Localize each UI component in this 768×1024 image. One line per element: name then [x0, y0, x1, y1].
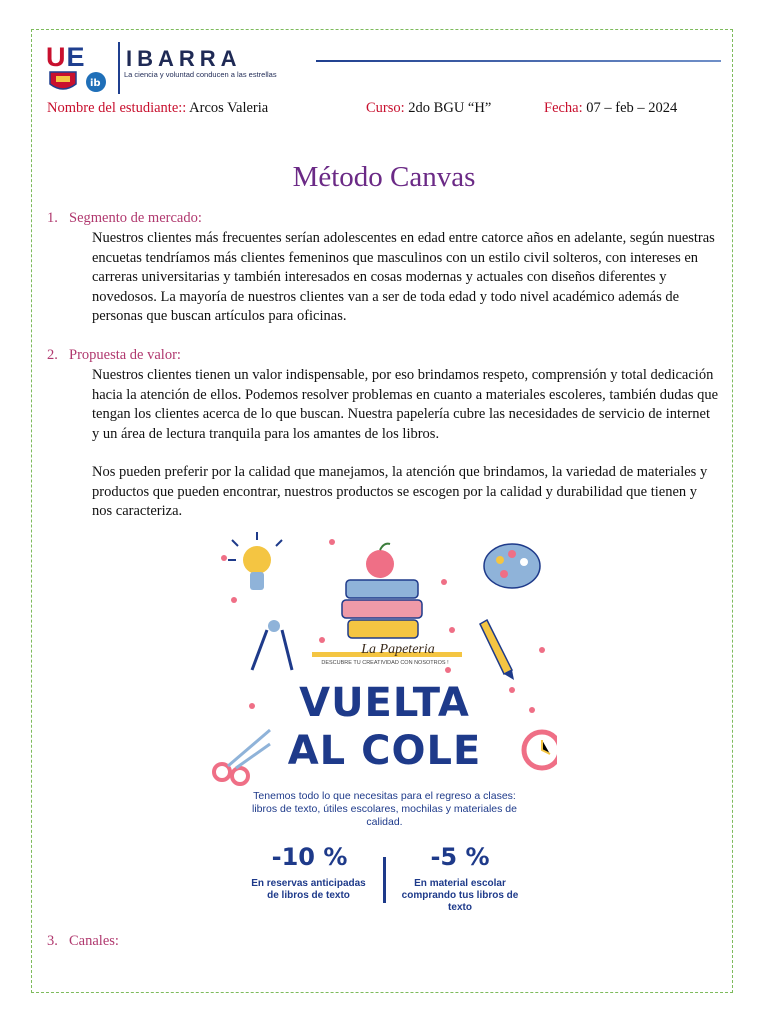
- section-2-paragraph-1: Nuestros clientes tienen un valor indispensable, por eso brindamos respeto, comprensión y total dedicación hacia la atención de ellos. Podemos resolver problemas en cuanto a materiales escoleres, también dudas que tengan los clientes acerca de lo que buscan. Nuestra papelería cubre las necesidades de servicio de internet y un área de lectura tranquila para los amantes de los libros.: [92, 367, 719, 442]
- section-1-paragraph: Nuestros clientes más frecuentes serían adolescentes en edad entre catorce años en adelante, según nuestras encuetas tendríamos más clientes femeninos que masculinos con un estilo civil solteros, con intereses en carreras universitarias y también interesados en cosas modernas y actuales con diseños diferentes y novedosos. La mayoría de nuestros clientes van a ser de toda edad y todo nivel académico además de personas que buscan artículos para oficinas.: [92, 230, 715, 324]
- course-value: 2do BGU “H”: [408, 100, 492, 116]
- paint-palette-icon: [484, 544, 540, 588]
- discount-2-value: -5 %: [430, 843, 490, 871]
- discount-1-value: -10 %: [271, 843, 348, 871]
- date-label: Fecha:: [544, 100, 583, 116]
- student-name-label: Nombre del estudiante::: [47, 100, 187, 116]
- poster-slogan: DESCUBRE TU CREATIVIDAD CON NOSOTROS !: [321, 660, 449, 666]
- page-title: Método Canvas: [292, 161, 476, 193]
- school-logo-ue: UE: [46, 42, 86, 72]
- section-heading-3: 3. Canales:: [47, 933, 119, 949]
- header-rule: [316, 60, 721, 62]
- course-row: [366, 100, 491, 117]
- svg-text:ib: ib: [90, 78, 101, 89]
- compass-icon: [252, 620, 292, 670]
- section-2-paragraph-2: Nos pueden preferir por la calidad que manejamos, la atención que brindamos, la variedad de materiales y productos que pueden encontrar, nuestros productos se escogen por la calidad y durabilidad que tienen y nos caracteriza.: [92, 464, 708, 519]
- course-label: Curso:: [366, 100, 405, 116]
- discount-2-caption: En material escolar comprando tus libros de texto: [401, 878, 519, 913]
- date-row: [544, 100, 677, 117]
- poster-headline-2: AL COLE: [287, 728, 482, 774]
- poster-brand: La Papeteria: [361, 642, 435, 657]
- school-logo-ibarra: IBARRA: [126, 46, 242, 71]
- pencil-icon: [480, 620, 514, 680]
- date-value: 07 – feb – 2024: [586, 100, 678, 116]
- discount-1-caption: En reservas anticipadas de libros de texto: [251, 878, 366, 901]
- school-header: [46, 40, 726, 96]
- discount-divider: [383, 857, 386, 903]
- student-name-row: [47, 100, 268, 117]
- section-heading-1: 1. Segmento de mercado:: [47, 210, 202, 226]
- school-crest-icon: [46, 70, 118, 94]
- student-name-value: Arcos Valeria: [189, 100, 269, 116]
- poster-promo-text: Tenemos todo lo que necesitas para el regreso a clases: libros de texto, útiles escolares, mochilas y materiales de calidad.: [252, 790, 517, 828]
- school-tagline: La ciencia y voluntad conducen a las estrellas: [124, 70, 277, 79]
- books-stack-icon: [342, 544, 422, 638]
- poster-headline-1: VUELTA: [299, 680, 470, 726]
- logo-separator: [118, 42, 120, 94]
- section-heading-2: 2. Propuesta de valor:: [47, 347, 181, 363]
- lightbulb-icon: [228, 532, 282, 590]
